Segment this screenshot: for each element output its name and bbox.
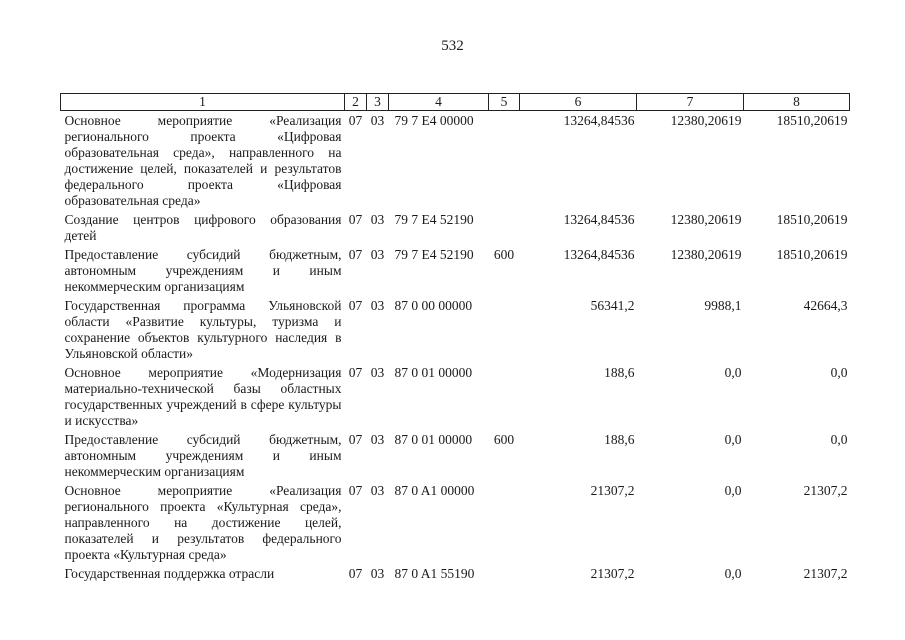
- row-target-article-code: 79 7 E4 00000: [394, 113, 474, 128]
- row-target-article-code: 87 0 01 00000: [394, 365, 473, 380]
- row-expense-type-code: [489, 481, 520, 564]
- row-subsection-code: 03: [370, 566, 385, 581]
- row-section-code: 07: [348, 566, 363, 581]
- row-expense-type-code: 600: [493, 247, 515, 262]
- table-row: [61, 245, 850, 296]
- row-target-article-code: 87 0 01 00000: [394, 432, 473, 447]
- row-name: Государственная поддержка отрасли: [64, 566, 275, 581]
- row-name: Основное мероприятие «Реализация регионального проекта «Цифровая образовательная среда», направленного на достижение целей, показателей и результатов федерального проекта «Цифровая образовательная среда»: [64, 113, 342, 208]
- row-amount-col7: 12380,20619: [670, 247, 742, 262]
- row-amount-col8: 21307,2: [803, 566, 848, 581]
- row-amount-col8: 21307,2: [803, 483, 848, 498]
- row-section-code: 07: [348, 212, 363, 227]
- row-amount-col8: 42664,3: [803, 298, 848, 313]
- row-amount-col8: 18510,20619: [776, 113, 848, 128]
- row-section-code: 07: [348, 113, 363, 128]
- row-expense-type-code: [489, 210, 520, 245]
- row-expense-type-code: 600: [493, 432, 515, 447]
- row-amount-col7: 12380,20619: [670, 113, 742, 128]
- row-name: Основное мероприятие «Модернизация материально-технической базы областных государственных учреждений в сфере культуры и искусства»: [64, 365, 342, 428]
- row-name: Государственная программа Ульяновской области «Развитие культуры, туризма и сохранение объектов культурного наследия в Ульяновской области»: [64, 298, 342, 361]
- row-amount-col6: 188,6: [604, 365, 635, 380]
- header-cell-1: 1: [61, 94, 345, 111]
- row-amount-col7: 0,0: [724, 432, 742, 447]
- header-cell-8: 8: [744, 94, 850, 111]
- page-number: 532: [441, 38, 464, 54]
- row-subsection-code: 03: [370, 247, 385, 262]
- row-target-article-code: 87 0 00 00000: [394, 298, 473, 313]
- table-row: [61, 363, 850, 430]
- header-cell-3: 3: [367, 94, 389, 111]
- row-subsection-code: 03: [370, 365, 385, 380]
- header-row: [61, 94, 850, 111]
- header-cell-7: 7: [637, 94, 744, 111]
- table-row: [61, 111, 850, 211]
- row-amount-col8: 18510,20619: [776, 212, 848, 227]
- budget-table: [60, 93, 850, 583]
- table-row: [61, 564, 850, 583]
- row-amount-col8: 0,0: [830, 365, 848, 380]
- row-section-code: 07: [348, 365, 363, 380]
- row-subsection-code: 03: [370, 432, 385, 447]
- row-expense-type-code: [489, 111, 520, 211]
- row-section-code: 07: [348, 298, 363, 313]
- row-amount-col7: 0,0: [724, 483, 742, 498]
- row-subsection-code: 03: [370, 298, 385, 313]
- row-amount-col6: 13264,84536: [563, 212, 635, 227]
- row-target-article-code: 79 7 E4 52190: [394, 247, 474, 262]
- row-subsection-code: 03: [370, 483, 385, 498]
- row-target-article-code: 79 7 E4 52190: [394, 212, 474, 227]
- row-amount-col7: 0,0: [724, 566, 742, 581]
- row-amount-col6: 21307,2: [590, 483, 635, 498]
- row-amount-col6: 13264,84536: [563, 247, 635, 262]
- row-amount-col6: 21307,2: [590, 566, 635, 581]
- row-expense-type-code: [489, 296, 520, 363]
- header-cell-4: 4: [389, 94, 489, 111]
- row-section-code: 07: [348, 483, 363, 498]
- row-name: Предоставление субсидий бюджетным, автономным учреждениям и иным некоммерческим организациям: [64, 247, 342, 294]
- table-row: [61, 210, 850, 245]
- row-amount-col6: 13264,84536: [563, 113, 635, 128]
- table-row: [61, 430, 850, 481]
- row-amount-col8: 0,0: [830, 432, 848, 447]
- row-subsection-code: 03: [370, 113, 385, 128]
- table-row: [61, 481, 850, 564]
- row-section-code: 07: [348, 247, 363, 262]
- table-row: [61, 296, 850, 363]
- row-name: Создание центров цифрового образования детей: [64, 212, 342, 243]
- row-amount-col7: 12380,20619: [670, 212, 742, 227]
- row-section-code: 07: [348, 432, 363, 447]
- row-expense-type-code: [489, 564, 520, 583]
- header-cell-2: 2: [345, 94, 367, 111]
- row-name: Основное мероприятие «Реализация регионального проекта «Культурная среда», направленного на достижение целей, показателей и результатов федерального проекта «Культурная среда»: [64, 483, 342, 562]
- row-subsection-code: 03: [370, 212, 385, 227]
- row-amount-col8: 18510,20619: [776, 247, 848, 262]
- row-target-article-code: 87 0 A1 55190: [394, 566, 475, 581]
- row-amount-col7: 0,0: [724, 365, 742, 380]
- row-amount-col6: 188,6: [604, 432, 635, 447]
- row-amount-col6: 56341,2: [590, 298, 635, 313]
- header-cell-5: 5: [489, 94, 520, 111]
- row-expense-type-code: [489, 363, 520, 430]
- row-name: Предоставление субсидий бюджетным, автономным учреждениям и иным некоммерческим организациям: [64, 432, 342, 479]
- header-cell-6: 6: [520, 94, 637, 111]
- row-target-article-code: 87 0 A1 00000: [394, 483, 475, 498]
- row-amount-col7: 9988,1: [704, 298, 742, 313]
